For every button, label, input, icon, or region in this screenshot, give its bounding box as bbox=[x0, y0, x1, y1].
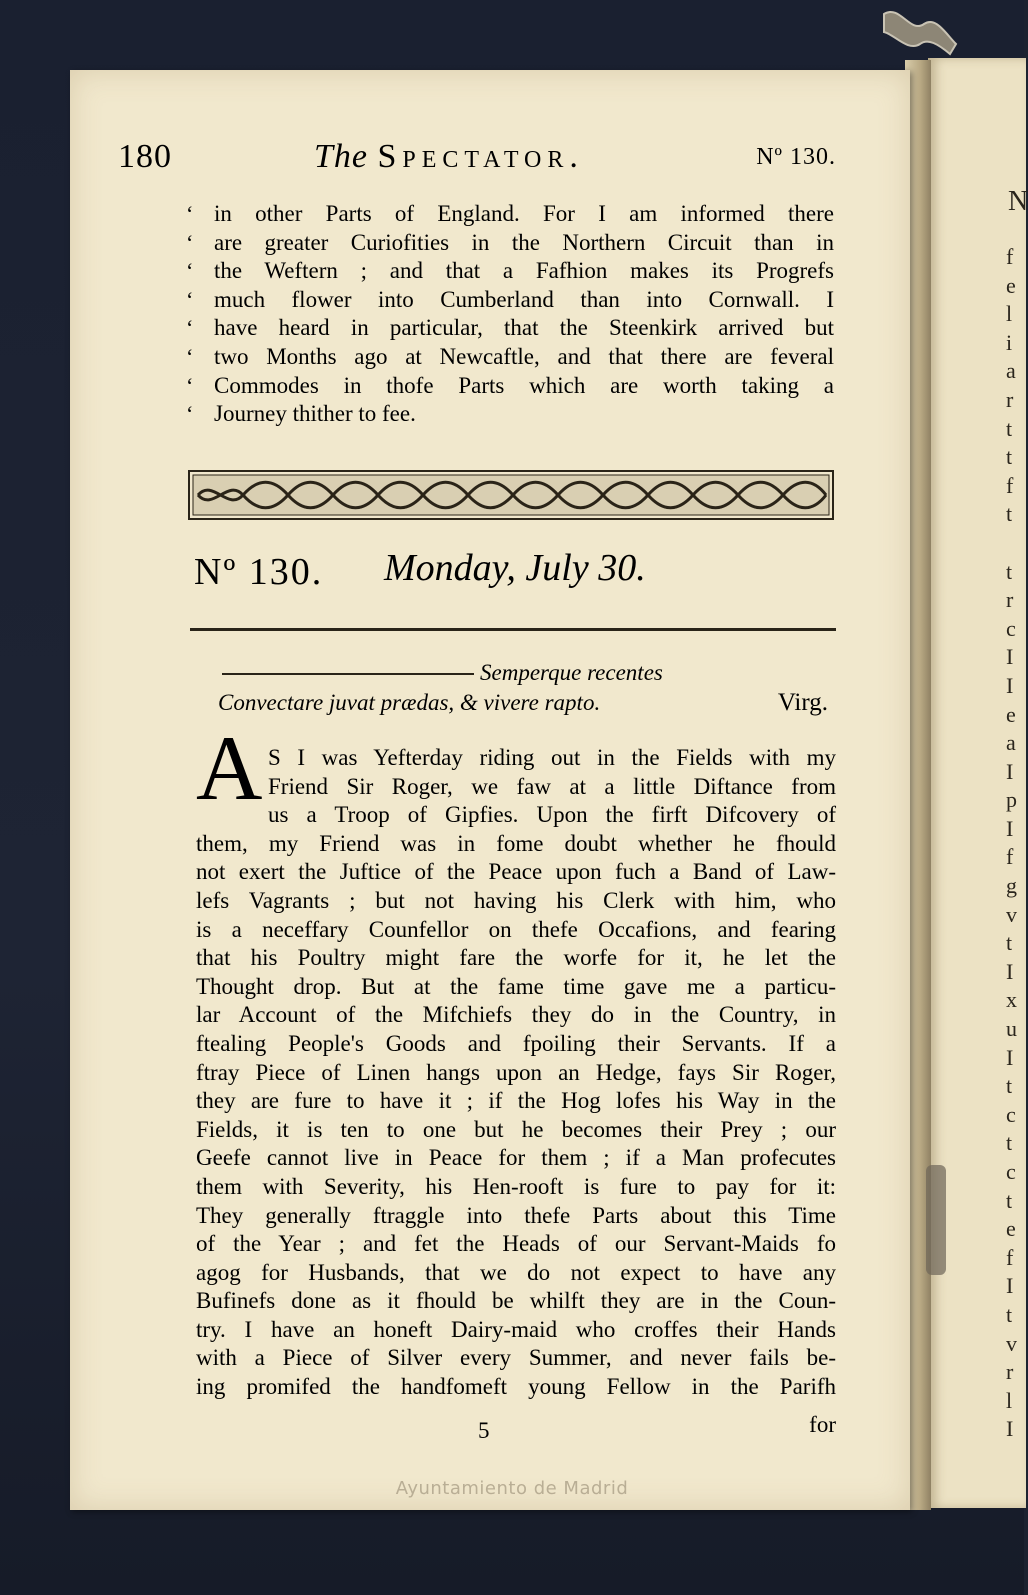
drop-cap: A bbox=[196, 717, 263, 819]
motto-line-1: Semperque recentes bbox=[480, 660, 663, 685]
text-line: S I was Yefterday riding out in the Fields with my bbox=[268, 745, 836, 770]
text-line: agog for Husbands, that we do not expect to have any bbox=[196, 1259, 836, 1285]
facing-page-heading: N bbox=[1008, 186, 1028, 217]
motto-line-2: Convectare juvat prædas, & vivere rapto. bbox=[218, 690, 601, 715]
running-header bbox=[118, 138, 836, 188]
text-line: They generally ftraggle into thefe Parts about this Time bbox=[196, 1202, 836, 1228]
title-name: Spectator. bbox=[377, 138, 584, 175]
decorative-band-ornament bbox=[188, 470, 834, 520]
library-watermark: Ayuntamiento de Madrid bbox=[395, 1478, 629, 1499]
text-line: us a Troop of Gipfies. Upon the firft Difcovery of bbox=[268, 802, 836, 828]
issue-number: Nº 130. bbox=[194, 551, 324, 593]
text-line: ftray Piece of Linen hangs upon an Hedge, fays Sir Roger, bbox=[196, 1059, 836, 1085]
facing-page-edge bbox=[928, 58, 1026, 1508]
text-line: try. I have an honeft Dairy-maid who croffes their Hands bbox=[196, 1316, 836, 1342]
heading-rule bbox=[190, 628, 836, 631]
text-line: the Weftern ; and that a Fafhion makes its Progrefs bbox=[214, 258, 834, 284]
text-line: Geefe cannot live in Peace for them ; if a Man profecutes bbox=[196, 1145, 836, 1171]
issue-heading bbox=[194, 546, 834, 606]
text-line: they are fure to have it ; if the Hog lofes his Way in the bbox=[196, 1088, 836, 1114]
text-line: is a neceffary Counfellor on thefe Occafions, and fearing bbox=[196, 916, 836, 942]
quotation-marks-column: ‘ ‘ ‘ ‘ ‘ ‘ ‘ ‘ bbox=[186, 201, 194, 427]
facing-page-letters: f e l i a r t t f t t r c I I e a I p I f g v t I x u I t c t c t e f I t v r l I bbox=[1006, 244, 1017, 1442]
text-line: have heard in particular, that the Steenkirk arrived but bbox=[214, 315, 834, 341]
text-line: ing promifed the handfomeft young Fellow in the Parifh bbox=[196, 1374, 836, 1400]
text-line: of the Year ; and fet the Heads of our Servant-Maids fo bbox=[196, 1231, 836, 1257]
page-number: 180 bbox=[118, 138, 172, 175]
page-clip bbox=[926, 1165, 946, 1275]
corner-clip-ornament bbox=[880, 4, 960, 58]
latin-motto bbox=[218, 658, 838, 718]
text-line: Journey thither to fee. bbox=[214, 401, 416, 427]
text-line: not exert the Juftice of the Peace upon fuch a Band of Law- bbox=[196, 859, 836, 885]
motto-dash bbox=[222, 673, 474, 675]
text-line: Friend Sir Roger, we faw at a little Diftance from bbox=[268, 773, 836, 799]
catchword: for bbox=[809, 1412, 836, 1437]
essay-body bbox=[196, 744, 836, 1402]
text-line: them with Severity, his Hen-rooft is fure to pay for it: bbox=[196, 1173, 836, 1199]
text-line: Fields, it is ten to one but he becomes their Prey ; our bbox=[196, 1116, 836, 1142]
header-issue-number: Nº 130. bbox=[756, 144, 836, 170]
text-line: Commodes in thofe Parts which are worth taking a bbox=[214, 372, 834, 398]
issue-date: Monday, July 30. bbox=[384, 547, 646, 589]
text-line: ftealing People's Goods and fpoiling their Servants. If a bbox=[196, 1030, 836, 1056]
text-line: lar Account of the Mifchiefs they do in the Country, in bbox=[196, 1002, 836, 1028]
text-line: lefs Vagrants ; but not having his Clerk with him, who bbox=[196, 887, 836, 913]
text-line: much flower into Cumberland than into Cornwall. I bbox=[214, 286, 834, 312]
signature-mark: 5 bbox=[478, 1418, 490, 1443]
text-line: Thought drop. But at the fame time gave me a particu- bbox=[196, 973, 836, 999]
periodical-title bbox=[314, 138, 584, 176]
motto-source: Virg. bbox=[777, 689, 828, 716]
page-footer bbox=[196, 1412, 836, 1452]
continued-text bbox=[214, 200, 834, 429]
text-line: in other Parts of England. For I am informed there bbox=[214, 201, 834, 226]
text-line: that his Poultry might fare the worfe for it, he let the bbox=[196, 945, 836, 971]
text-line: Bufinefs done as it fhould be whilft they are in the Coun- bbox=[196, 1288, 836, 1314]
text-line: are greater Curiofities in the Northern Circuit than in bbox=[214, 229, 834, 255]
title-article: The bbox=[314, 138, 368, 175]
text-line: them, my Friend was in fome doubt whether he fhould bbox=[196, 830, 836, 856]
text-line: with a Piece of Silver every Summer, and never fails be- bbox=[196, 1345, 836, 1371]
text-line: two Months ago at Newcaftle, and that there are feveral bbox=[214, 343, 834, 369]
